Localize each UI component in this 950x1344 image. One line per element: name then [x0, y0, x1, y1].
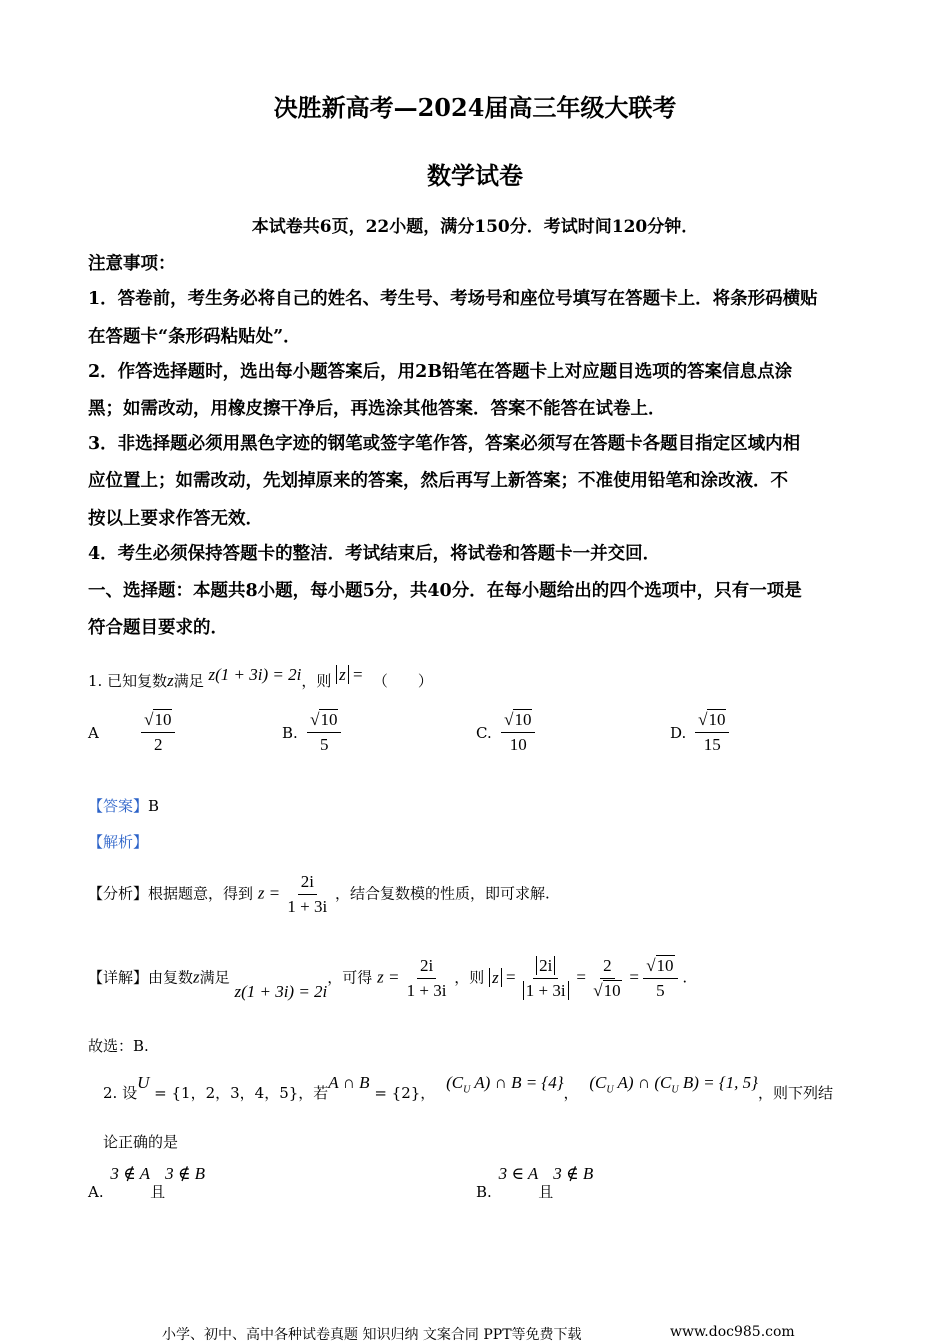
notice-line: 黑；如需改动，用橡皮擦干净后，再选涂其他答案．答案不能答在试卷上．	[88, 399, 666, 419]
q1-option-a	[88, 710, 175, 755]
xiangjie-abs-fraction: $\frac{2i}{1 + 3i}$	[520, 956, 572, 1001]
q1-option-b	[282, 710, 341, 755]
q1-fenxi	[88, 872, 550, 917]
option-letter: B.	[476, 1183, 492, 1201]
xiangjie-fraction: $\frac{2i}{1 + 3i}$	[406, 956, 447, 1000]
xiangjie-condition: z(1 + 3i) = 2i	[234, 981, 328, 1001]
question-2-stem	[103, 1072, 833, 1102]
xiangjie-text-a: 由复数	[148, 968, 194, 987]
option-letter: A	[88, 723, 99, 742]
q1-xiangjie: 【详解】由复数z满足 z(1 + 3i) = 2i，可得 z = $\frac{2i}{1 + 3i}$ ，则 z = $\frac{2i}{1 + 3i}$ = $\frac{2}{√10}$ = $\frac{√10}{5}$ .	[88, 956, 688, 1001]
xiangjie-lhs: z =	[377, 967, 404, 987]
fenxi-text-a: 根据题意，得到	[148, 884, 254, 903]
q2-prefix: 2. 设	[103, 1084, 138, 1102]
option-math-2: 3 ∉ B	[553, 1164, 594, 1183]
q1-blank: （ ）	[372, 672, 433, 690]
notice-line: 2．作答选择题时，选出每小题答案后，用2B铅笔在答题卡上对应题目选项的答案信息点涂	[88, 362, 793, 382]
xiangjie-abs-z: z =	[489, 968, 520, 987]
option-fraction: $\frac{√10}{2}$	[141, 710, 175, 755]
option-fraction: $\frac{√10}{15}$	[695, 710, 729, 755]
option-letter: D.	[670, 723, 687, 742]
answer-tag: 【答案】	[88, 797, 149, 815]
analysis-tag: 【解析】	[88, 833, 149, 851]
q2-cond1: A ∩ B	[328, 1073, 370, 1092]
section-heading: 一、选择题：本题共8小题，每小题5分，共40分．在每小题给出的四个选项中，只有一项是	[88, 581, 802, 601]
q2-cond2: ($C_U$ A) ∩ B = {4}	[446, 1073, 564, 1096]
xiangjie-var: z	[193, 967, 200, 987]
q1-option-c	[476, 710, 535, 755]
option-letter: C.	[476, 723, 492, 742]
notice-heading: 注意事项：	[88, 254, 176, 274]
option-and: 且	[538, 1183, 554, 1201]
exam-title: 决胜新高考—2024届高三年级大联考	[273, 93, 677, 122]
q1-answer	[88, 795, 159, 816]
footer-site: www.doc985.com	[670, 1324, 795, 1340]
option-fraction: $\frac{√10}{5}$	[307, 710, 341, 755]
xiangjie-text-b: 满足	[199, 968, 230, 987]
notice-line: 在答题卡“条形码粘贴处”．	[88, 327, 301, 347]
q2-option-b	[476, 1163, 594, 1201]
option-and: 且	[150, 1183, 166, 1201]
q1-var: z	[167, 671, 174, 690]
q2-suffix: ，则下列结	[757, 1084, 833, 1102]
xiangjie-tag: 【详解】	[88, 968, 149, 987]
xiangjie-fraction-2: $\frac{2}{√10}$	[593, 956, 621, 1000]
notice-line: 按以上要求作答无效．	[88, 509, 263, 529]
exam-subtitle: 数学试卷	[427, 161, 523, 190]
q1-prefix: 1. 已知复数	[88, 672, 168, 690]
xiangjie-text-d: ，则	[454, 968, 485, 987]
option-fraction: $\frac{√10}{10}$	[501, 710, 535, 755]
q1-conclusion: 故选：B.	[88, 1037, 149, 1055]
q2-stem-line2: 论正确的是	[103, 1133, 179, 1151]
q2-option-a	[88, 1163, 206, 1201]
fenxi-lhs: z =	[257, 883, 285, 903]
section-heading-cont: 符合题目要求的．	[88, 618, 228, 638]
option-math-2: 3 ∉ B	[165, 1164, 206, 1183]
notice-line: 4．考生必须保持答题卡的整洁．考试结束后，将试卷和答题卡一并交回．	[88, 544, 661, 564]
option-math: 3 ∉ A	[110, 1164, 151, 1183]
q1-abs-z: z =	[336, 665, 367, 684]
q2-set-u: = {1，2，3，4，5}，若	[149, 1084, 329, 1102]
xiangjie-fraction-3: $\frac{√10}{5}$	[643, 956, 677, 1001]
q1-condition: z(1 + 3i) = 2i	[208, 665, 302, 684]
xiangjie-text-c: ，可得	[327, 968, 373, 987]
fenxi-fraction: $\frac{2i}{1 + 3i}$	[287, 872, 328, 916]
exam-info: 本试卷共6页，22小题，满分150分．考试时间120分钟．	[251, 217, 699, 237]
notice-line: 1．答卷前，考生务必将自己的姓名、考生号、考场号和座位号填写在答题卡上．将条形码横贴	[88, 289, 818, 309]
q2-sep: ，	[563, 1084, 579, 1102]
fenxi-tag: 【分析】	[88, 884, 149, 903]
option-math: 3 ∈ A	[498, 1164, 539, 1183]
answer-value: B	[148, 797, 160, 815]
fenxi-text-b: ，结合复数模的性质，即可求解.	[335, 884, 550, 903]
footer-text: 小学、初中、高中各种试卷真题 知识归纳 文案合同 PPT等免费下载	[162, 1327, 582, 1343]
q2-U: U	[137, 1073, 150, 1092]
q1-then: ，则	[301, 672, 332, 690]
question-1-stem	[88, 665, 433, 691]
notice-line: 3．非选择题必须用黑色字迹的钢笔或签字笔作答，答案必须写在答题卡各题目指定区域内相	[88, 434, 801, 454]
q1-option-d	[670, 710, 729, 755]
option-letter: B.	[282, 723, 298, 742]
xiangjie-end: .	[682, 968, 688, 987]
option-letter: A.	[88, 1183, 104, 1201]
q2-cond1-val: = {2}，	[369, 1084, 436, 1102]
q1-mid: 满足	[173, 672, 204, 690]
notice-line: 应位置上；如需改动，先划掉原来的答案，然后再写上新答案；不准使用铅笔和涂改液．不	[88, 471, 788, 491]
q2-cond3: ($C_U$ A) ∩ ($C_U$ B) = {1, 5}	[589, 1073, 758, 1096]
